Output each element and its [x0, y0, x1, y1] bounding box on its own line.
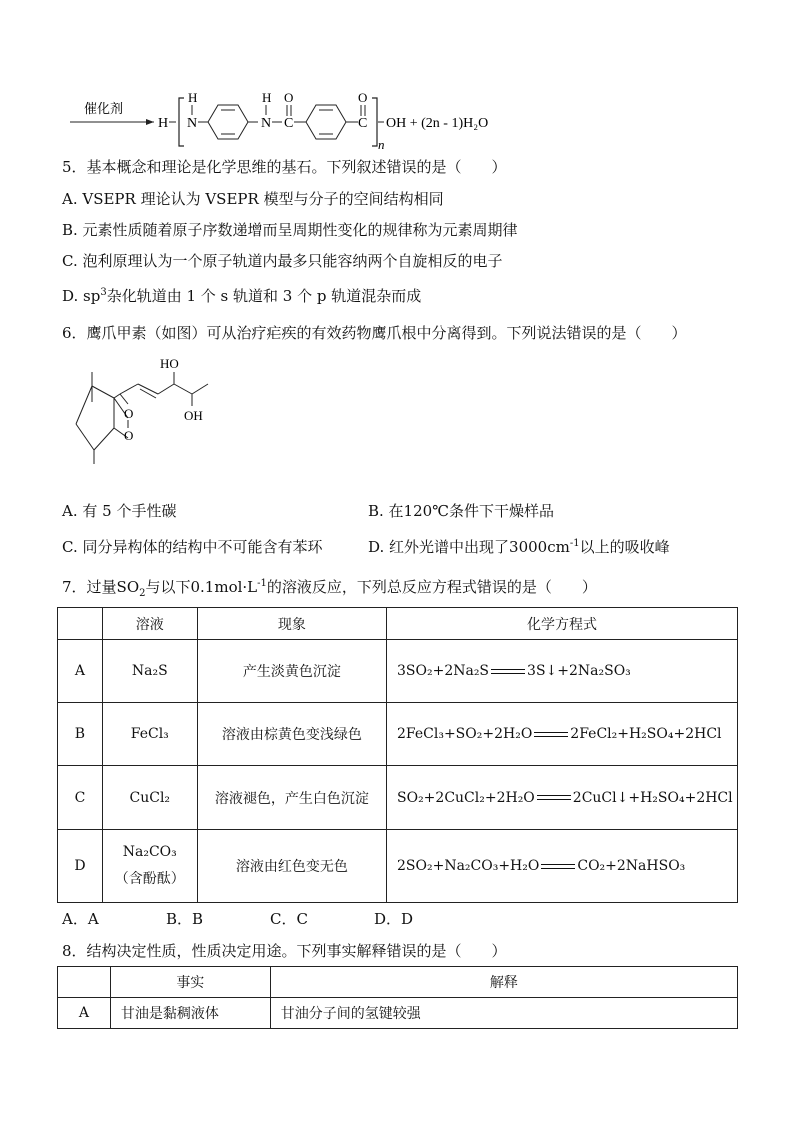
- q7-header-row: 溶液 现象 化学方程式: [58, 608, 738, 640]
- h-left: H: [158, 116, 169, 131]
- subscript-n: n: [378, 137, 385, 150]
- q7-answers: A．A B．B C．C D．D: [62, 910, 414, 928]
- struct-o1: O: [124, 406, 134, 421]
- q7-table: [57, 607, 738, 903]
- polymer-reaction-figure: [62, 88, 532, 150]
- q5-option-d: D. $sp^3$杂化轨道由 1 个 s 轨道和 3 个 p 轨道混杂而成: [62, 287, 422, 305]
- repeat-bracket-left: [179, 98, 184, 146]
- equation: 2SO₂+Na₂CO₃+H₂O CO₂+2NaHSO₃: [387, 830, 738, 903]
- table-row: B FeCl₃ 溶液由棕黄色变浅绿色 2FeCl₃+SO₂+2H₂O 2FeCl₂+H₂SO₄+2HCl: [58, 703, 738, 766]
- q6-option-a: A. 有 5 个手性碳: [62, 502, 177, 520]
- equation: 2FeCl₃+SO₂+2H₂O 2FeCl₂+H₂SO₄+2HCl: [387, 703, 738, 766]
- q6-stem: 6．鹰爪甲素（如图）可从治疗疟疾的有效药物鹰爪根中分离得到。下列说法错误的是（ ）: [62, 324, 687, 342]
- q8-stem: 8．结构决定性质，性质决定用途。下列事实解释错误的是（ ）: [62, 942, 507, 960]
- q6-option-c: C. 同分异构体的结构中不可能含有苯环: [62, 538, 323, 556]
- catalyst-label: 催化剂: [84, 101, 124, 116]
- q8-header-row: 事实 解释: [58, 967, 738, 998]
- n2: N: [261, 116, 272, 131]
- struct-oh2: OH: [184, 408, 203, 423]
- q5-option-b: B. 元素性质随着原子序数递增而呈周期性变化的规律称为元素周期律: [62, 221, 518, 239]
- yingzhaosu-structure: [62, 352, 242, 490]
- c2: C: [358, 116, 368, 131]
- q7-stem: 7．过量$SO_2$与以下$0.1mol\cdot L^{-1}$的溶液反应，下列总反应方程式错误的是（ ）: [62, 578, 597, 599]
- o2: O: [358, 90, 368, 105]
- repeat-bracket-right: [372, 98, 377, 146]
- table-row: D Na₂CO₃ （含酚酞） 溶液由红色变无色 2SO₂+Na₂CO₃+H₂O CO₂+2NaHSO₃: [58, 830, 738, 903]
- n1: N: [187, 116, 198, 131]
- q6-option-d: D. 红外光谱中出现了$3000cm^{-1}$以上的吸收峰: [368, 538, 670, 556]
- struct-oh1: HO: [160, 356, 179, 371]
- c1: C: [284, 116, 294, 131]
- reaction-tail: OH + (2n - 1)H₂O: [386, 116, 489, 131]
- q5-option-c: C. 泡利原理认为一个原子轨道内最多只能容纳两个自旋相反的电子: [62, 252, 503, 270]
- equation: 3SO₂+2Na₂S 3S↓+2Na₂SO₃: [387, 640, 738, 703]
- q5-option-a: A. VSEPR 理论认为 VSEPR 模型与分子的空间结构相同: [62, 190, 444, 208]
- q6-option-b: B. 在120℃条件下干燥样品: [368, 502, 554, 520]
- n1-h: H: [188, 90, 198, 105]
- table-row: A 甘油是黏稠液体 甘油分子间的氢键较强: [58, 998, 738, 1029]
- o1: O: [284, 90, 294, 105]
- table-row: A Na₂S 产生淡黄色沉淀 3SO₂+2Na₂S 3S↓+2Na₂SO₃: [58, 640, 738, 703]
- q8-table: [57, 966, 738, 1029]
- n2-h: H: [262, 90, 272, 105]
- table-row: C CuCl₂ 溶液褪色，产生白色沉淀 SO₂+2CuCl₂+2H₂O 2CuCl↓+H₂SO₄+2HCl: [58, 766, 738, 830]
- struct-o2: O: [124, 428, 134, 443]
- q5-stem: 5．基本概念和理论是化学思维的基石。下列叙述错误的是（ ）: [62, 158, 507, 176]
- equation: SO₂+2CuCl₂+2H₂O 2CuCl↓+H₂SO₄+2HCl: [387, 766, 738, 830]
